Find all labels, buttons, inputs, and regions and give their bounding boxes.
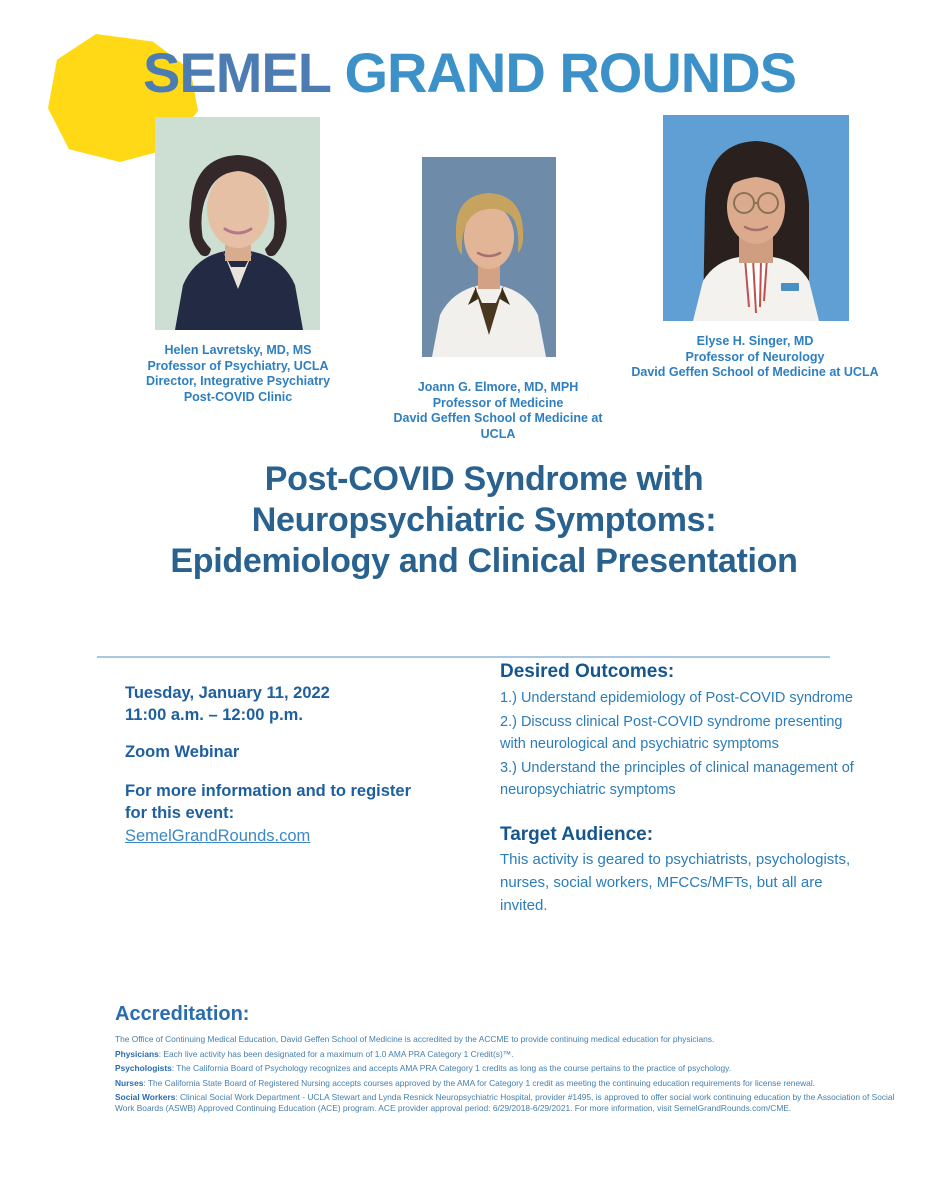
accreditation-entry-psychologists: Psychologists: The California Board of Psychology recognizes and accepts AMA PRA Category 1 credits as long as the course pertains to the practice of psychology. [115,1063,732,1073]
event-date: Tuesday, January 11, 2022 [125,684,330,702]
register-prompt-line: For more information and to register [125,782,412,800]
event-title-line: Post-COVID Syndrome with [264,460,704,498]
register-prompt-line: for this event: [125,804,235,822]
event-datetime [125,682,330,726]
speaker-caption-elmore [378,380,618,442]
brand-title [143,40,796,105]
portrait-lavretsky-image [155,117,320,330]
brand-title-grand-rounds: GRAND ROUNDS [344,41,797,104]
event-title-line: Neuropsychiatric Symptoms: [251,501,717,539]
event-title-line: Epidemiology and Clinical Presentation [170,542,798,580]
accreditation-label: Nurses [115,1077,144,1088]
speaker-credential-line: Director, Integrative Psychiatry [145,374,331,388]
register-prompt [125,780,411,824]
accreditation-section [115,1003,907,1118]
divider-line [97,656,830,658]
outcomes-heading: Desired Outcomes: [500,661,675,682]
event-time: 11:00 a.m. – 12:00 p.m. [125,706,303,724]
audience-heading: Target Audience: [500,824,654,845]
speaker-credential-line: Professor of Medicine [432,395,564,410]
speaker-caption-singer [631,334,879,381]
speaker-credential-line: David Geffen School of Medicine at UCLA [393,411,603,441]
speaker-name: Elyse H. Singer, MD [696,334,814,348]
speaker-photo-lavretsky [155,117,320,330]
outcome-item: 1.) Understand epidemiology of Post-COVID syndrome [500,690,853,706]
event-format-label: Zoom Webinar [125,743,240,761]
event-format [125,741,239,763]
speaker-photo-singer [663,115,849,321]
outcome-item: 2.) Discuss clinical Post-COVID syndrome presenting with neurological and psychiatric symptoms [500,714,843,752]
brand-title-semel: SEMEL [143,41,330,104]
accreditation-label: Social Workers [115,1092,176,1102]
accreditation-label: Psychologists [115,1063,172,1073]
speaker-credential-line: Post-COVID Clinic [183,389,293,404]
accreditation-entry-nurses: Nurses: The California State Board of Registered Nursing accepts courses approved by the AMA for Category 1 credit as meeting the continuing education requirements for license renewal. [115,1077,816,1088]
accreditation-label: Physicians [115,1048,159,1059]
outcome-item: 3.) Understand the principles of clinical management of neuropsychiatric symptoms [500,760,854,798]
audience-text: This activity is geared to psychiatrists, psychologists, nurses, social workers, MFCCs/MFTs, but all are invited. [500,851,851,914]
accreditation-entry-socialworkers: Social Workers: Clinical Social Work Department - UCLA Stewart and Lynda Resnick Neuropsychiatric Hospital, provider #1495, is approved to offer social work continuing education by the Association of Social Work Boards (ASWB) Approved Continuing Education (ACE) program. ACE provider approval period: 6/29/2018-6/29/2021. For more information, visit SemelGrandRounds.com/CME. [115,1092,895,1113]
accreditation-intro: The Office of Continuing Medical Education, David Geffen School of Medicine is accredited by the ACCME to provide continuing medical education for physicians. [115,1034,715,1044]
event-title [40,459,928,582]
speaker-photo-elmore [422,157,556,357]
accreditation-heading: Accreditation: [115,1003,250,1025]
register-link[interactable]: SemelGrandRounds.com [125,827,311,845]
speaker-caption-lavretsky [118,343,358,405]
portrait-elmore-image [422,157,556,357]
portrait-singer-image [663,115,849,321]
speaker-credential-line: David Geffen School of Medicine at UCLA [631,365,879,379]
outcomes-list [500,687,868,803]
speaker-name: Joann G. Elmore, MD, MPH [417,380,579,394]
speaker-credential-line: Professor of Neurology [685,349,825,364]
speaker-name: Helen Lavretsky, MD, MS [164,343,312,357]
speaker-credential-line: Professor of Psychiatry, UCLA [147,358,329,373]
accreditation-entry-physicians: Physicians: Each live activity has been designated for a maximum of 1.0 AMA PRA Category 1 Credit(s)™. [115,1048,514,1059]
